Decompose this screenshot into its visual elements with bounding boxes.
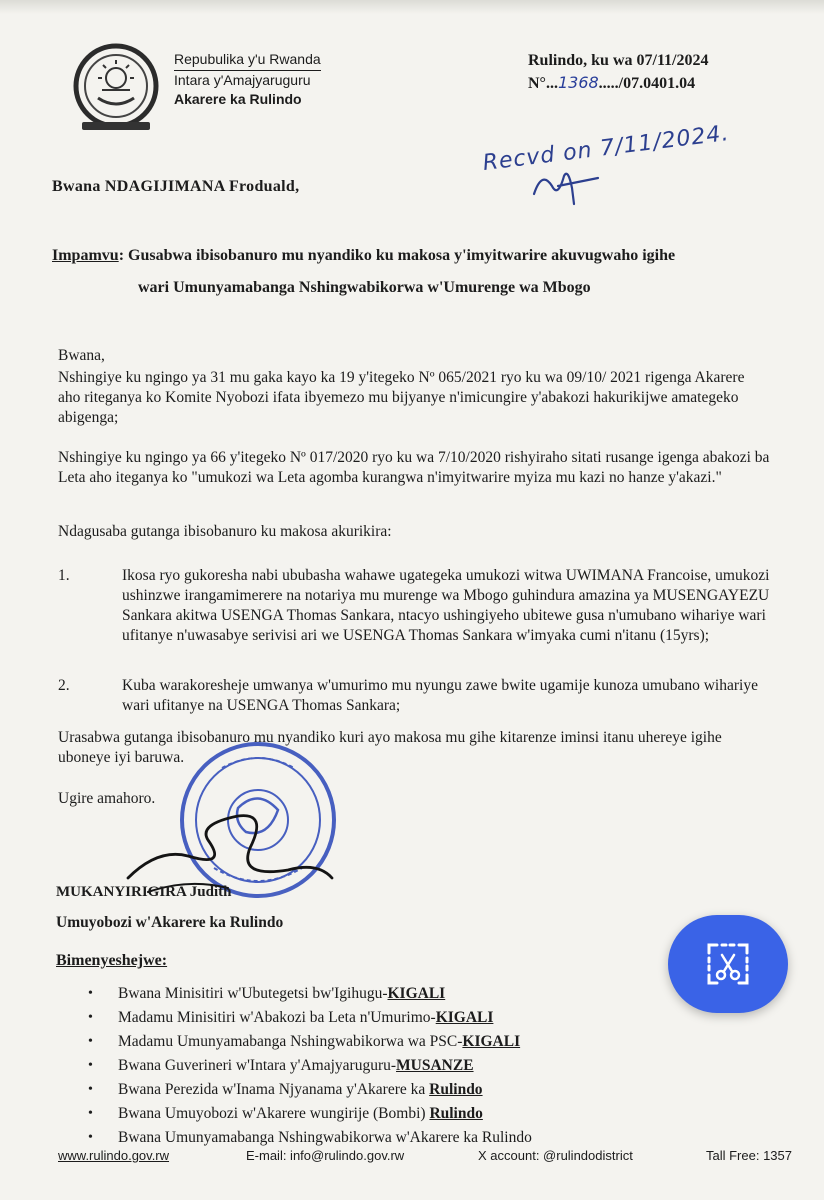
cc-recipient: Bwana Perezida w'Inama Njyanama y'Akarere ka xyxy=(118,1081,430,1098)
cc-recipient: Bwana Minisitiri w'Ubutegetsi bw'Igihugu- xyxy=(118,985,388,1002)
received-handwritten-note: Recvd on 7/11/2024. xyxy=(481,120,731,177)
cc-list-item xyxy=(88,1006,532,1030)
footer-email: E-mail: info@rulindo.gov.rw xyxy=(246,1148,405,1163)
paragraph-4: Urasabwa gutanga ibisobanuro mu nyandiko kuri ayo makosa mu gihe kitarenze iminsi itanu uhereye igihe uboneye iyi baruwa. xyxy=(58,729,722,766)
signer-title: Umuyobozi w'Akarere ka Rulindo xyxy=(56,914,284,931)
cc-location: KIGALI xyxy=(435,1009,494,1026)
screenshot-crop-button[interactable] xyxy=(668,915,788,1013)
gov-line-province: Intara y'Amajyaruguru xyxy=(174,72,311,88)
cc-location: Rulindo xyxy=(429,1105,483,1122)
cc-location: Rulindo xyxy=(429,1081,483,1098)
list-item xyxy=(58,676,770,716)
government-header xyxy=(174,50,321,109)
crop-scissors-icon xyxy=(705,941,751,987)
cc-recipient: Madamu Umunyamabanga Nshingwabikorwa wa PSC- xyxy=(118,1033,463,1050)
received-initials-signature xyxy=(528,164,608,208)
ref-prefix: N°... xyxy=(528,75,558,92)
paragraph-2: Nshingiye ku ngingo ya 66 y'itegeko Nº 017/2020 ryo ku wa 7/10/2020 rishyiraho sitati rusange igenga abakozi ba Leta aho iteganya ko "umukozi wa Leta agomba kurangwa n'imyitwarire myiza mu kazi no hanze y'akazi." xyxy=(58,449,770,486)
reference-number xyxy=(528,72,709,95)
coat-of-arms-icon xyxy=(68,38,164,134)
salutation: Bwana, xyxy=(58,347,105,364)
footer xyxy=(58,1148,818,1163)
cc-recipient: Bwana Umuyobozi w'Akarere wungirije (Bombi) xyxy=(118,1105,430,1122)
cc-list-item xyxy=(88,1126,532,1150)
gov-line-district: Akarere ka Rulindo xyxy=(174,91,302,107)
paragraph-3: Ndagusaba gutanga ibisobanuro ku makosa akurikira: xyxy=(58,523,392,540)
date-line: Rulindo, ku wa 07/11/2024 xyxy=(528,52,709,69)
paragraph-1: Nshingiye ku ngingo ya 31 mu gaka kayo ka 19 y'itegeko Nº 065/2021 ryo ku wa 09/10/ 2021 rigenga Akarere aho riteganya ko Komite Nyobozi ifata ibyemezo mu bijyanye n'imicungire y'abakozi hakurikijwe amategeko abigenga; xyxy=(58,369,745,426)
cc-location: KIGALI xyxy=(462,1033,521,1050)
cc-location: KIGALI xyxy=(387,985,446,1002)
subject-line-2: wari Umunyamabanga Nshingwabikorwa w'Umurenge wa Mbogo xyxy=(138,279,591,296)
cc-title: Bimenyeshejwe: xyxy=(56,952,168,969)
footer-toll-free: Tall Free: 1357 xyxy=(706,1148,792,1163)
subject-block xyxy=(52,240,772,304)
closing: Ugire amahoro. xyxy=(58,790,156,807)
subject-label: Impamvu xyxy=(52,247,119,264)
cc-list xyxy=(88,982,532,1150)
cc-recipient: Bwana Umunyamabanga Nshingwabikorwa w'Akarere ka Rulindo xyxy=(118,1129,532,1146)
list-item xyxy=(58,566,770,646)
footer-x-account: X account: @rulindodistrict xyxy=(478,1148,633,1163)
cc-location: MUSANZE xyxy=(396,1057,474,1074)
cc-list-item xyxy=(88,1078,532,1102)
gov-line-country: Repubulika y'u Rwanda xyxy=(174,50,321,71)
ref-handwritten-number: 1368 xyxy=(557,73,599,92)
date-reference-block xyxy=(528,50,709,95)
cc-recipient: Bwana Guverineri w'Intara y'Amajyaruguru- xyxy=(118,1057,397,1074)
cc-list-item xyxy=(88,1102,532,1126)
cc-list-item xyxy=(88,982,532,1006)
footer-website[interactable]: www.rulindo.gov.rw xyxy=(58,1148,170,1163)
subject-line-1: : Gusabwa ibisobanuro mu nyandiko ku makosa y'imyitwarire akuvugwaho igihe xyxy=(118,247,676,264)
addressee: Bwana NDAGIJIMANA Froduald, xyxy=(52,178,300,195)
list-item-text: Ikosa ryo gukoresha nabi ububasha wahawe ugategeka umukozi witwa UWIMANA Francoise, umukozi ushinzwe irangamimerere na notariya mu murenge wa Mbogo guhindura amazina ya MUSENGAYEZU Sankara akitwa USENGA Thomas Sankara, ntacyo ushingiyeho ubitewe gusa n'umubano wihariye wari ufitanye n'uwasabye serivisi ari we USENGA Thomas Sankara w'imyaka cumi n'itanu (15yrs); xyxy=(122,567,770,644)
list-item-number: 1. xyxy=(58,567,70,584)
list-item-text: Kuba warakoresheje umwanya w'umurimo mu nyungu zawe bwite ugamije kunoza umubano wihariye wari ufitanye na USENGA Thomas Sankara; xyxy=(122,677,758,714)
ref-suffix: ...../07.0401.04 xyxy=(598,75,696,92)
cc-list-item xyxy=(88,1054,532,1078)
list-item-number: 2. xyxy=(58,677,70,694)
signer-name: MUKANYIRIGIRA Judith xyxy=(56,884,232,900)
cc-list-item xyxy=(88,1030,532,1054)
page-top-edge xyxy=(0,0,824,14)
cc-recipient: Madamu Minisitiri w'Abakozi ba Leta n'Umurimo- xyxy=(118,1009,436,1026)
